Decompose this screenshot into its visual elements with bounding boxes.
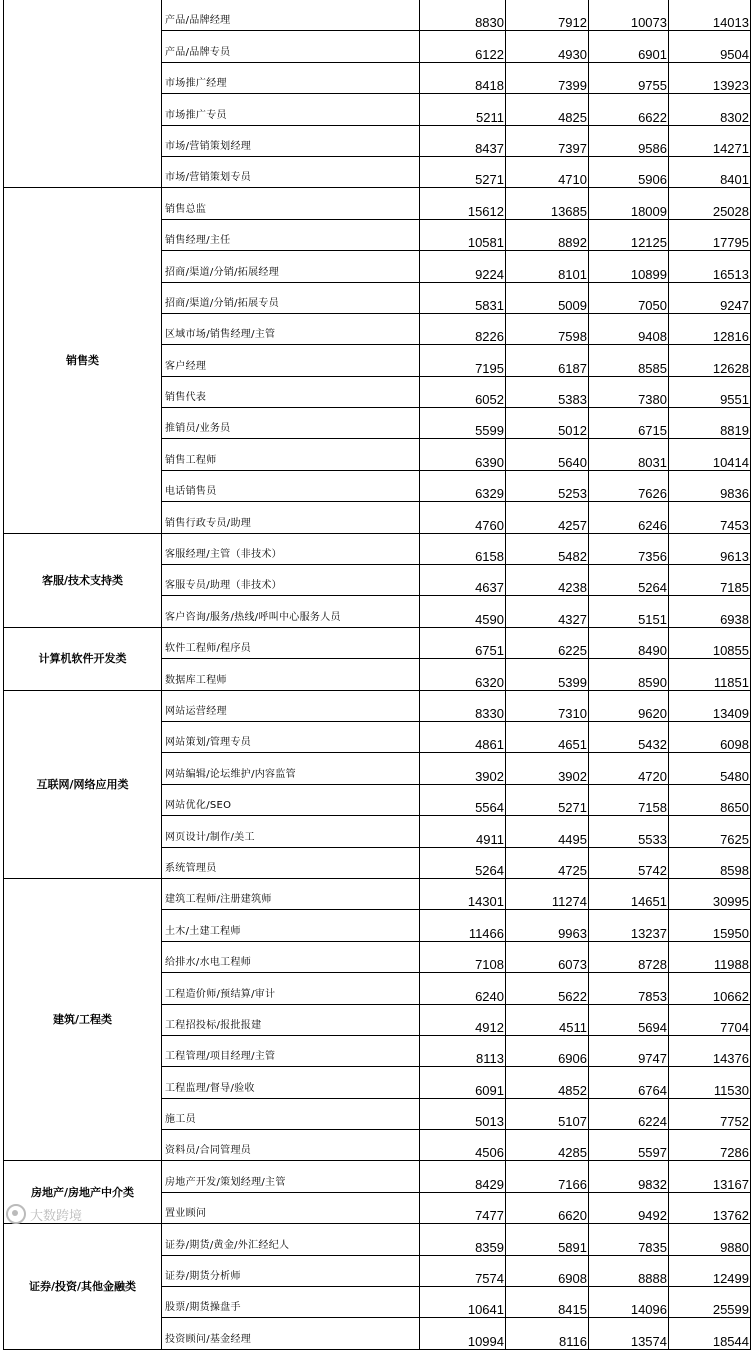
job-title-cell: 客服专员/助理（非技术） — [162, 565, 420, 596]
job-title-cell: 工程招投标/报批报建 — [162, 1004, 420, 1035]
salary-cell: 7625 — [669, 816, 751, 847]
job-title-cell: 证券/期货/黄金/外汇经纪人 — [162, 1224, 420, 1255]
table-row — [4, 878, 751, 909]
job-title-cell: 资料员/合同管理员 — [162, 1130, 420, 1161]
salary-cell: 7108 — [420, 941, 506, 972]
job-title-cell: 市场推广经理 — [162, 62, 420, 93]
salary-cell: 4590 — [420, 596, 506, 627]
salary-cell: 12628 — [669, 345, 751, 376]
salary-cell: 9880 — [669, 1224, 751, 1255]
salary-cell: 5622 — [506, 973, 589, 1004]
salary-cell: 6938 — [669, 596, 751, 627]
salary-cell: 5271 — [506, 784, 589, 815]
table-row — [4, 627, 751, 658]
salary-cell: 5480 — [669, 753, 751, 784]
salary-cell: 9832 — [589, 1161, 669, 1192]
salary-cell: 7310 — [506, 690, 589, 721]
category-cell: 客服/技术支持类 — [4, 533, 162, 627]
job-title-cell: 市场推广专员 — [162, 94, 420, 125]
salary-cell: 5013 — [420, 1098, 506, 1129]
salary-cell: 6091 — [420, 1067, 506, 1098]
salary-cell: 4825 — [506, 94, 589, 125]
salary-cell: 4285 — [506, 1130, 589, 1161]
salary-cell: 8490 — [589, 627, 669, 658]
salary-cell: 4506 — [420, 1130, 506, 1161]
salary-cell: 14096 — [589, 1287, 669, 1318]
salary-cell: 12499 — [669, 1255, 751, 1286]
salary-cell: 5742 — [589, 847, 669, 878]
salary-cell: 9492 — [589, 1192, 669, 1223]
salary-cell: 10581 — [420, 219, 506, 250]
job-title-cell: 电话销售员 — [162, 470, 420, 501]
job-title-cell: 区域市场/销售经理/主管 — [162, 313, 420, 344]
salary-cell: 5211 — [420, 94, 506, 125]
job-title-cell: 工程造价师/预结算/审计 — [162, 973, 420, 1004]
salary-cell: 7835 — [589, 1224, 669, 1255]
job-title-cell: 网站编辑/论坛维护/内容监管 — [162, 753, 420, 784]
salary-cell: 6052 — [420, 376, 506, 407]
salary-cell: 6224 — [589, 1098, 669, 1129]
job-title-cell: 证券/期货分析师 — [162, 1255, 420, 1286]
salary-cell: 6622 — [589, 94, 669, 125]
salary-cell: 5597 — [589, 1130, 669, 1161]
salary-cell: 5271 — [420, 156, 506, 187]
salary-cell: 4238 — [506, 565, 589, 596]
salary-cell: 7704 — [669, 1004, 751, 1035]
salary-cell: 4852 — [506, 1067, 589, 1098]
job-title-cell: 置业顾问 — [162, 1192, 420, 1223]
salary-cell: 5012 — [506, 408, 589, 439]
job-title-cell: 招商/渠道/分销/拓展专员 — [162, 282, 420, 313]
table-row — [4, 0, 751, 31]
salary-cell: 5253 — [506, 470, 589, 501]
salary-cell: 7598 — [506, 313, 589, 344]
salary-cell: 10662 — [669, 973, 751, 1004]
job-title-cell: 施工员 — [162, 1098, 420, 1129]
salary-cell: 15612 — [420, 188, 506, 219]
salary-cell: 7380 — [589, 376, 669, 407]
salary-cell: 6906 — [506, 1035, 589, 1066]
category-cell: 房地产/房地产中介类 — [4, 1161, 162, 1224]
job-title-cell: 网站优化/SEO — [162, 784, 420, 815]
salary-cell: 25599 — [669, 1287, 751, 1318]
job-title-cell: 房地产开发/策划经理/主管 — [162, 1161, 420, 1192]
category-cell: 证券/投资/其他金融类 — [4, 1224, 162, 1350]
salary-cell: 9613 — [669, 533, 751, 564]
salary-cell: 6764 — [589, 1067, 669, 1098]
salary-cell: 5564 — [420, 784, 506, 815]
salary-cell: 4720 — [589, 753, 669, 784]
salary-cell: 8101 — [506, 251, 589, 282]
salary-cell: 11851 — [669, 659, 751, 690]
salary-cell: 3902 — [420, 753, 506, 784]
salary-cell: 6098 — [669, 721, 751, 752]
job-title-cell: 投资顾问/基金经理 — [162, 1318, 420, 1349]
salary-cell: 5009 — [506, 282, 589, 313]
salary-cell: 9620 — [589, 690, 669, 721]
salary-cell: 30995 — [669, 878, 751, 909]
category-cell — [4, 0, 162, 188]
category-cell: 互联网/网络应用类 — [4, 690, 162, 878]
salary-cell: 6390 — [420, 439, 506, 470]
salary-cell: 8590 — [589, 659, 669, 690]
salary-cell: 14651 — [589, 878, 669, 909]
salary-cell: 9586 — [589, 125, 669, 156]
salary-cell: 9755 — [589, 62, 669, 93]
salary-cell: 5399 — [506, 659, 589, 690]
job-title-cell: 产品/品牌专员 — [162, 31, 420, 62]
salary-cell: 5831 — [420, 282, 506, 313]
job-title-cell: 股票/期货操盘手 — [162, 1287, 420, 1318]
salary-cell: 6246 — [589, 502, 669, 533]
salary-cell: 9224 — [420, 251, 506, 282]
table-row — [4, 690, 751, 721]
salary-cell: 9963 — [506, 910, 589, 941]
salary-cell: 8113 — [420, 1035, 506, 1066]
salary-cell: 10414 — [669, 439, 751, 470]
job-title-cell: 工程管理/项目经理/主管 — [162, 1035, 420, 1066]
job-title-cell: 销售经理/主任 — [162, 219, 420, 250]
salary-cell: 15950 — [669, 910, 751, 941]
salary-cell: 8226 — [420, 313, 506, 344]
job-title-cell: 推销员/业务员 — [162, 408, 420, 439]
salary-table — [3, 0, 751, 1350]
salary-cell: 11530 — [669, 1067, 751, 1098]
salary-cell: 5906 — [589, 156, 669, 187]
table-row — [4, 1161, 751, 1192]
salary-cell: 4861 — [420, 721, 506, 752]
job-title-cell: 客服经理/主管（非技术） — [162, 533, 420, 564]
job-title-cell: 产品/品牌经理 — [162, 0, 420, 31]
salary-cell: 5264 — [420, 847, 506, 878]
salary-cell: 6715 — [589, 408, 669, 439]
job-title-cell: 销售代表 — [162, 376, 420, 407]
salary-cell: 7453 — [669, 502, 751, 533]
salary-cell: 10899 — [589, 251, 669, 282]
salary-cell: 8330 — [420, 690, 506, 721]
salary-cell: 13409 — [669, 690, 751, 721]
salary-cell: 13167 — [669, 1161, 751, 1192]
salary-cell: 5107 — [506, 1098, 589, 1129]
salary-cell: 5599 — [420, 408, 506, 439]
salary-cell: 12816 — [669, 313, 751, 344]
salary-cell: 7626 — [589, 470, 669, 501]
salary-cell: 7158 — [589, 784, 669, 815]
salary-cell: 9247 — [669, 282, 751, 313]
salary-cell: 6073 — [506, 941, 589, 972]
job-title-cell: 软件工程师/程序员 — [162, 627, 420, 658]
salary-cell: 7356 — [589, 533, 669, 564]
category-cell: 销售类 — [4, 188, 162, 533]
salary-cell: 6187 — [506, 345, 589, 376]
job-title-cell: 给排水/水电工程师 — [162, 941, 420, 972]
salary-cell: 7912 — [506, 0, 589, 31]
salary-cell: 7050 — [589, 282, 669, 313]
salary-cell: 13762 — [669, 1192, 751, 1223]
salary-cell: 12125 — [589, 219, 669, 250]
salary-cell: 14271 — [669, 125, 751, 156]
salary-cell: 7166 — [506, 1161, 589, 1192]
salary-cell: 4651 — [506, 721, 589, 752]
job-title-cell: 市场/营销策划经理 — [162, 125, 420, 156]
salary-cell: 4911 — [420, 816, 506, 847]
salary-cell: 13923 — [669, 62, 751, 93]
salary-cell: 6158 — [420, 533, 506, 564]
salary-cell: 5383 — [506, 376, 589, 407]
salary-cell: 11466 — [420, 910, 506, 941]
salary-cell: 6908 — [506, 1255, 589, 1286]
salary-cell: 7574 — [420, 1255, 506, 1286]
salary-cell: 8418 — [420, 62, 506, 93]
salary-cell: 5432 — [589, 721, 669, 752]
salary-cell: 8415 — [506, 1287, 589, 1318]
salary-cell: 4327 — [506, 596, 589, 627]
salary-cell: 13685 — [506, 188, 589, 219]
salary-cell: 5151 — [589, 596, 669, 627]
salary-cell: 13574 — [589, 1318, 669, 1349]
job-title-cell: 销售工程师 — [162, 439, 420, 470]
salary-cell: 9836 — [669, 470, 751, 501]
salary-cell: 6122 — [420, 31, 506, 62]
salary-cell: 8728 — [589, 941, 669, 972]
job-title-cell: 工程监理/督导/验收 — [162, 1067, 420, 1098]
salary-cell: 7399 — [506, 62, 589, 93]
salary-cell: 4725 — [506, 847, 589, 878]
category-cell: 建筑/工程类 — [4, 878, 162, 1161]
salary-cell: 3902 — [506, 753, 589, 784]
salary-cell: 8031 — [589, 439, 669, 470]
salary-cell: 7195 — [420, 345, 506, 376]
salary-cell: 7185 — [669, 565, 751, 596]
job-title-cell: 网页设计/制作/美工 — [162, 816, 420, 847]
job-title-cell: 销售行政专员/助理 — [162, 502, 420, 533]
salary-cell: 10994 — [420, 1318, 506, 1349]
salary-cell: 5264 — [589, 565, 669, 596]
salary-cell: 6329 — [420, 470, 506, 501]
salary-cell: 4710 — [506, 156, 589, 187]
job-title-cell: 建筑工程师/注册建筑师 — [162, 878, 420, 909]
salary-cell: 8302 — [669, 94, 751, 125]
job-title-cell: 系统管理员 — [162, 847, 420, 878]
salary-cell: 8401 — [669, 156, 751, 187]
salary-cell: 5891 — [506, 1224, 589, 1255]
table-row — [4, 188, 751, 219]
watermark-text: 大数跨境 — [30, 1208, 83, 1224]
salary-cell: 8830 — [420, 0, 506, 31]
salary-cell: 4760 — [420, 502, 506, 533]
salary-cell: 8359 — [420, 1224, 506, 1255]
salary-cell: 17795 — [669, 219, 751, 250]
salary-cell: 4495 — [506, 816, 589, 847]
salary-cell: 11274 — [506, 878, 589, 909]
salary-cell: 8598 — [669, 847, 751, 878]
job-title-cell: 网站运营经理 — [162, 690, 420, 721]
salary-cell: 5640 — [506, 439, 589, 470]
salary-cell: 6240 — [420, 973, 506, 1004]
salary-cell: 18544 — [669, 1318, 751, 1349]
salary-cell: 14376 — [669, 1035, 751, 1066]
salary-cell: 11988 — [669, 941, 751, 972]
salary-cell: 8819 — [669, 408, 751, 439]
watermark — [6, 1204, 82, 1224]
salary-cell: 16513 — [669, 251, 751, 282]
salary-cell: 4912 — [420, 1004, 506, 1035]
salary-cell: 8892 — [506, 219, 589, 250]
salary-cell: 25028 — [669, 188, 751, 219]
job-title-cell: 招商/渠道/分销/拓展经理 — [162, 251, 420, 282]
salary-cell: 6320 — [420, 659, 506, 690]
salary-cell: 5482 — [506, 533, 589, 564]
salary-cell: 10855 — [669, 627, 751, 658]
salary-cell: 7752 — [669, 1098, 751, 1129]
salary-cell: 8437 — [420, 125, 506, 156]
category-cell: 计算机软件开发类 — [4, 627, 162, 690]
salary-cell: 14013 — [669, 0, 751, 31]
job-title-cell: 数据库工程师 — [162, 659, 420, 690]
salary-cell: 9747 — [589, 1035, 669, 1066]
table-row — [4, 1224, 751, 1255]
salary-cell: 7286 — [669, 1130, 751, 1161]
salary-cell: 6901 — [589, 31, 669, 62]
table-row — [4, 533, 751, 564]
salary-cell: 10641 — [420, 1287, 506, 1318]
salary-cell: 4637 — [420, 565, 506, 596]
job-title-cell: 销售总监 — [162, 188, 420, 219]
job-title-cell: 客户咨询/服务/热线/呼叫中心服务人员 — [162, 596, 420, 627]
salary-cell: 10073 — [589, 0, 669, 31]
salary-cell: 8429 — [420, 1161, 506, 1192]
salary-cell: 7853 — [589, 973, 669, 1004]
watermark-logo-icon — [6, 1204, 26, 1224]
salary-cell: 6751 — [420, 627, 506, 658]
salary-cell: 7397 — [506, 125, 589, 156]
salary-cell: 18009 — [589, 188, 669, 219]
job-title-cell: 市场/营销策划专员 — [162, 156, 420, 187]
salary-cell: 9504 — [669, 31, 751, 62]
salary-cell: 5533 — [589, 816, 669, 847]
salary-cell: 7477 — [420, 1192, 506, 1223]
salary-cell: 9551 — [669, 376, 751, 407]
salary-cell: 13237 — [589, 910, 669, 941]
salary-cell: 8888 — [589, 1255, 669, 1286]
job-title-cell: 网站策划/管理专员 — [162, 721, 420, 752]
salary-cell: 9408 — [589, 313, 669, 344]
salary-cell: 4930 — [506, 31, 589, 62]
salary-cell: 6620 — [506, 1192, 589, 1223]
job-title-cell: 客户经理 — [162, 345, 420, 376]
job-title-cell: 土木/土建工程师 — [162, 910, 420, 941]
salary-cell: 8650 — [669, 784, 751, 815]
salary-cell: 5694 — [589, 1004, 669, 1035]
salary-cell: 14301 — [420, 878, 506, 909]
salary-cell: 4511 — [506, 1004, 589, 1035]
salary-cell: 6225 — [506, 627, 589, 658]
salary-cell: 8116 — [506, 1318, 589, 1349]
salary-cell: 4257 — [506, 502, 589, 533]
salary-cell: 8585 — [589, 345, 669, 376]
